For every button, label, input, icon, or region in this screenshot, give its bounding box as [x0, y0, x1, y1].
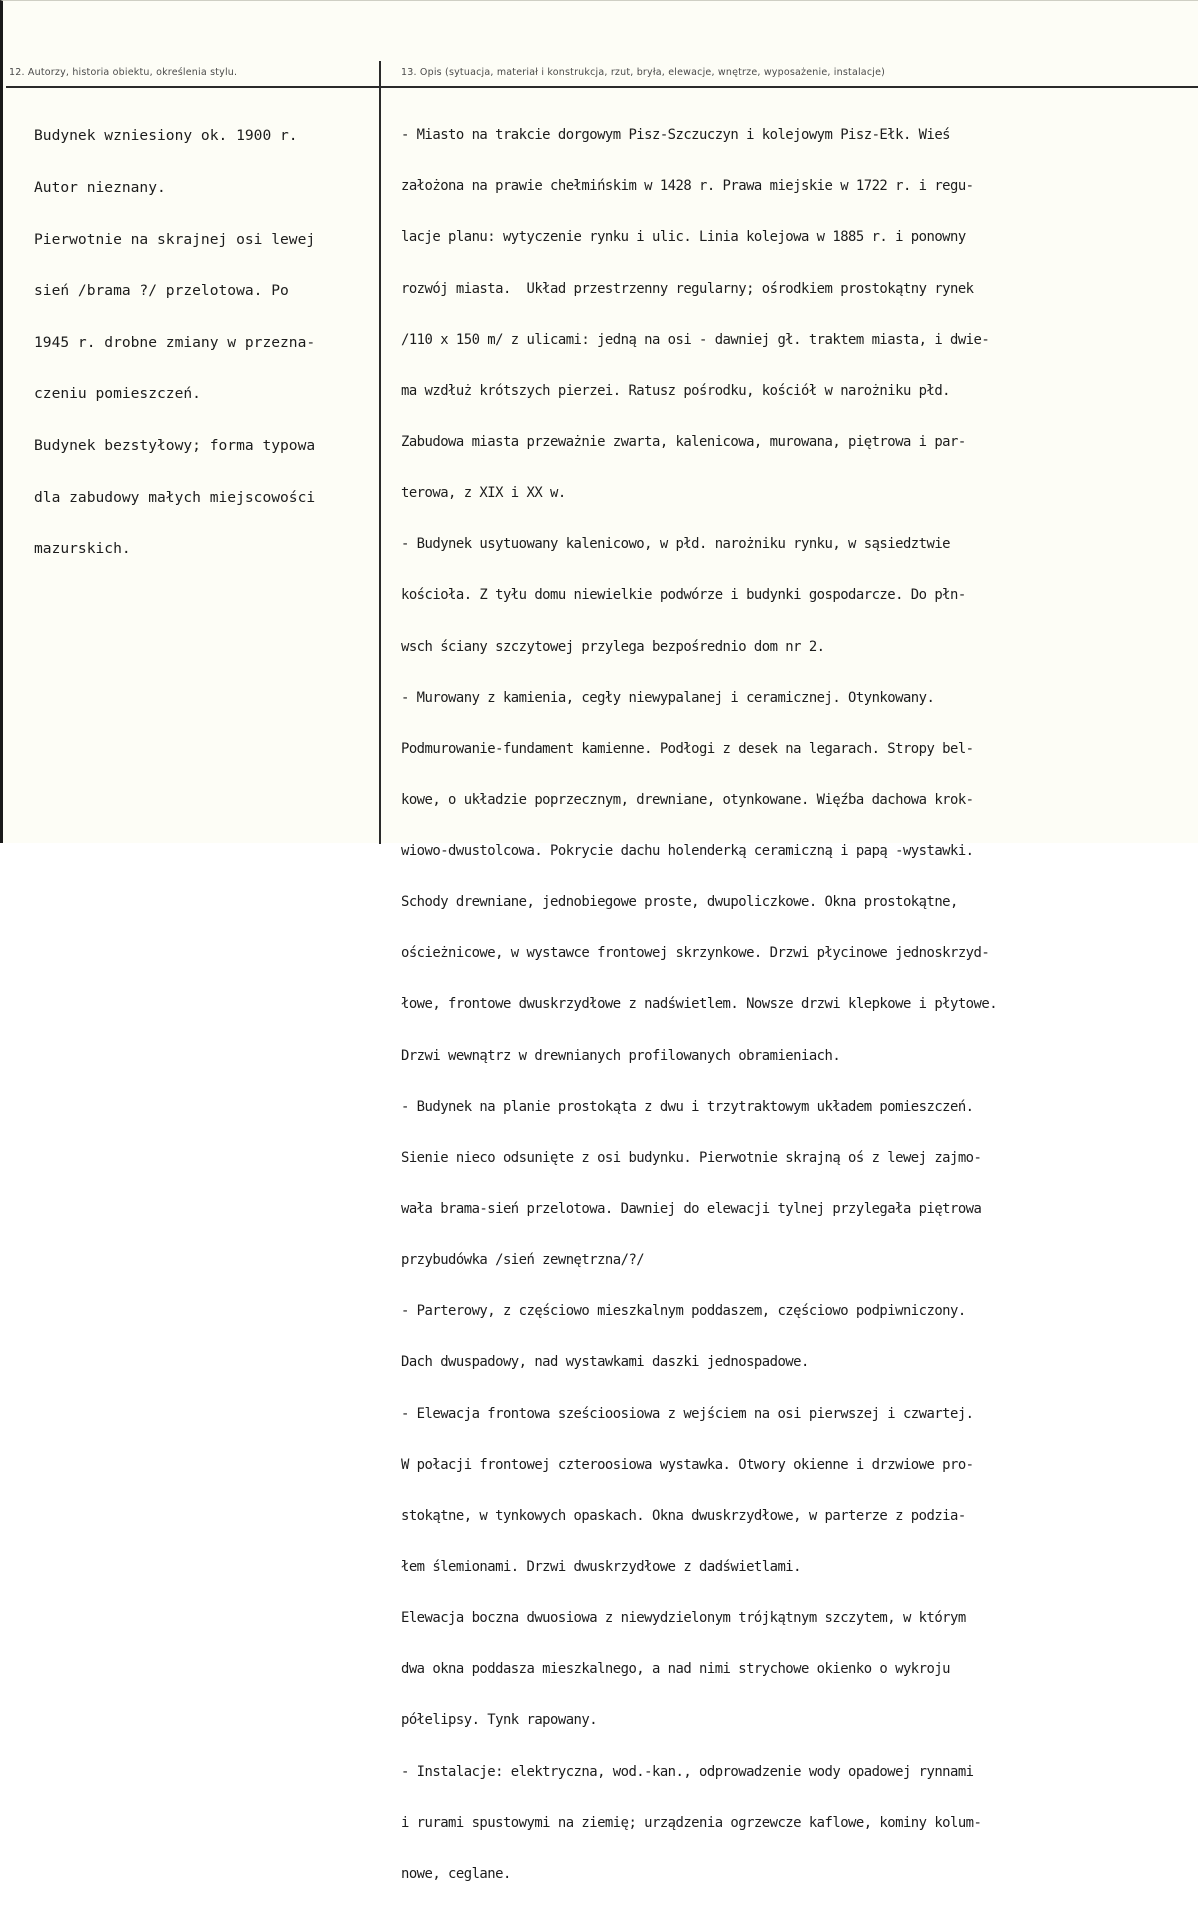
description-line: półelipsy. Tynk rapowany. [401, 1712, 598, 1729]
description-line: - Instalacje: elektryczna, wod.-kan., odprowadzenie wody opadowej rynnami [401, 1763, 974, 1780]
description-line: Dach dwuspadowy, nad wystawkami daszki jednospadowe. [401, 1354, 809, 1371]
description-line: założona na prawie chełmińskim w 1428 r. Prawa miejskie w 1722 r. i regu- [401, 178, 974, 195]
description-line: - Budynek usytuowany kalenicowo, w płd. narożniku rynku, w sąsiedztwie [401, 536, 951, 553]
description-line: rozwój miasta. Układ przestrzenny regularny; ośrodkiem prostokątny rynek [401, 280, 974, 297]
field-12-caption: 12. Autorzy, historia obiektu, określenia stylu. [9, 67, 238, 78]
history-line: Autor nieznany. [34, 179, 166, 196]
description-line: - Budynek na planie prostokąta z dwu i trzytraktowym układem pomieszczeń. [401, 1098, 974, 1115]
history-line: Budynek bezstyłowy; forma typowa [34, 436, 316, 454]
description-line: /110 x 150 m/ z ulicami: jedną na osi - dawniej gł. traktem miasta, i dwie- [401, 331, 990, 348]
description-line: wsch ściany szczytowej przylega bezpośrednio dom nr 2. [401, 638, 825, 655]
description-line: - Miasto na trakcie dorgowym Pisz-Szczuczyn i kolejowym Pisz-Ełk. Wieś [401, 127, 951, 144]
history-line: Budynek wzniesiony ok. 1900 r. [34, 127, 298, 145]
description-line: i rurami spustowymi na ziemię; urządzenia ogrzewcze kaflowe, kominy kolum- [401, 1814, 982, 1831]
description-line: lacje planu: wytyczenie rynku i ulic. Linia kolejowa w 1885 r. i ponowny [401, 229, 966, 246]
description-line: kościoła. Z tyłu domu niewielkie podwórze i budynki gospodarcze. Do płn- [401, 587, 966, 604]
description-line: Zabudowa miasta przeważnie zwarta, kalenicowa, murowana, piętrowa i par- [401, 433, 966, 450]
description-line: łowe, frontowe dwuskrzydłowe z nadświetlem. Nowsze drzwi klepkowe i płytowe. [401, 996, 998, 1013]
description-line: wiowo-dwustolcowa. Pokrycie dachu holenderką ceramiczną i papą -wystawki. [401, 843, 974, 860]
description-line: stokątne, w tynkowych opaskach. Okna dwuskrzydłowe, w parterze z podzia- [401, 1507, 966, 1524]
description-line: przybudówka /sień zewnętrzna/?/ [401, 1252, 645, 1269]
history-line: dla zabudowy małych miejscowości [34, 488, 316, 506]
column-divider-line [379, 61, 381, 844]
description-line: dwa okna poddasza mieszkalnego, a nad nimi strychowe okienko o wykroju [401, 1661, 951, 1678]
description-text-block [401, 93, 997, 1917]
description-line: ościeżnicowe, w wystawce frontowej skrzynkowe. Drzwi płycinowe jednoskrzyd- [401, 945, 990, 962]
description-line: - Elewacja frontowa sześcioosiowa z wejściem na osi pierwszej i czwartej. [401, 1405, 974, 1422]
history-line: czeniu pomieszczeń. [34, 385, 201, 403]
history-line: Pierwotnie na skrajnej osi lewej [34, 230, 316, 248]
description-line: terowa, z XIX i XX w. [401, 485, 566, 502]
description-line: wała brama-sień przelotowa. Dawniej do elewacji tylnej przylegała piętrowa [401, 1201, 982, 1218]
description-line: kowe, o układzie poprzecznym, drewniane, otynkowane. Więźba dachowa krok- [401, 791, 974, 808]
history-line: mazurskich. [34, 540, 131, 558]
description-line: łem ślemionami. Drzwi dwuskrzydłowe z dadświetlami. [401, 1559, 801, 1576]
history-line: 1945 r. drobne zmiany w przezna- [34, 333, 316, 351]
description-line: Sienie nieco odsunięte z osi budynku. Pierwotnie skrajną oś z lewej zajmo- [401, 1149, 982, 1166]
description-line: nowe, ceglane. [401, 1865, 511, 1882]
description-line: Podmurowanie-fundament kamienne. Podłogi z desek na legarach. Stropy bel- [401, 740, 974, 757]
description-line: ma wzdłuż krótszych pierzei. Ratusz pośrodku, kościół w narożniku płd. [401, 382, 951, 399]
description-line: Elewacja boczna dwuosiowa z niewydzielonym trójkątnym szczytem, w którym [401, 1610, 966, 1627]
history-text-block [34, 93, 315, 592]
field-13-caption: 13. Opis (sytuacja, materiał i konstrukcja, rzut, bryła, elewacje, wnętrze, wyposażenie, instalacje) [401, 67, 886, 78]
history-line: sień /brama ?/ przelotowa. Po [34, 282, 289, 300]
header-divider-line [6, 86, 1198, 88]
description-line: Drzwi wewnątrz w drewnianych profilowanych obramieniach. [401, 1047, 841, 1064]
description-line: W połacji frontowej czteroosiowa wystawka. Otwory okienne i drzwiowe pro- [401, 1456, 974, 1473]
description-line: - Murowany z kamienia, cegły niewypalanej i ceramicznej. Otynkowany. [401, 689, 935, 706]
description-line: - Parterowy, z częściowo mieszkalnym poddaszem, częściowo podpiwniczony. [401, 1303, 966, 1320]
description-line: Schody drewniane, jednobiegowe proste, dwupoliczkowe. Okna prostokątne, [401, 894, 958, 911]
